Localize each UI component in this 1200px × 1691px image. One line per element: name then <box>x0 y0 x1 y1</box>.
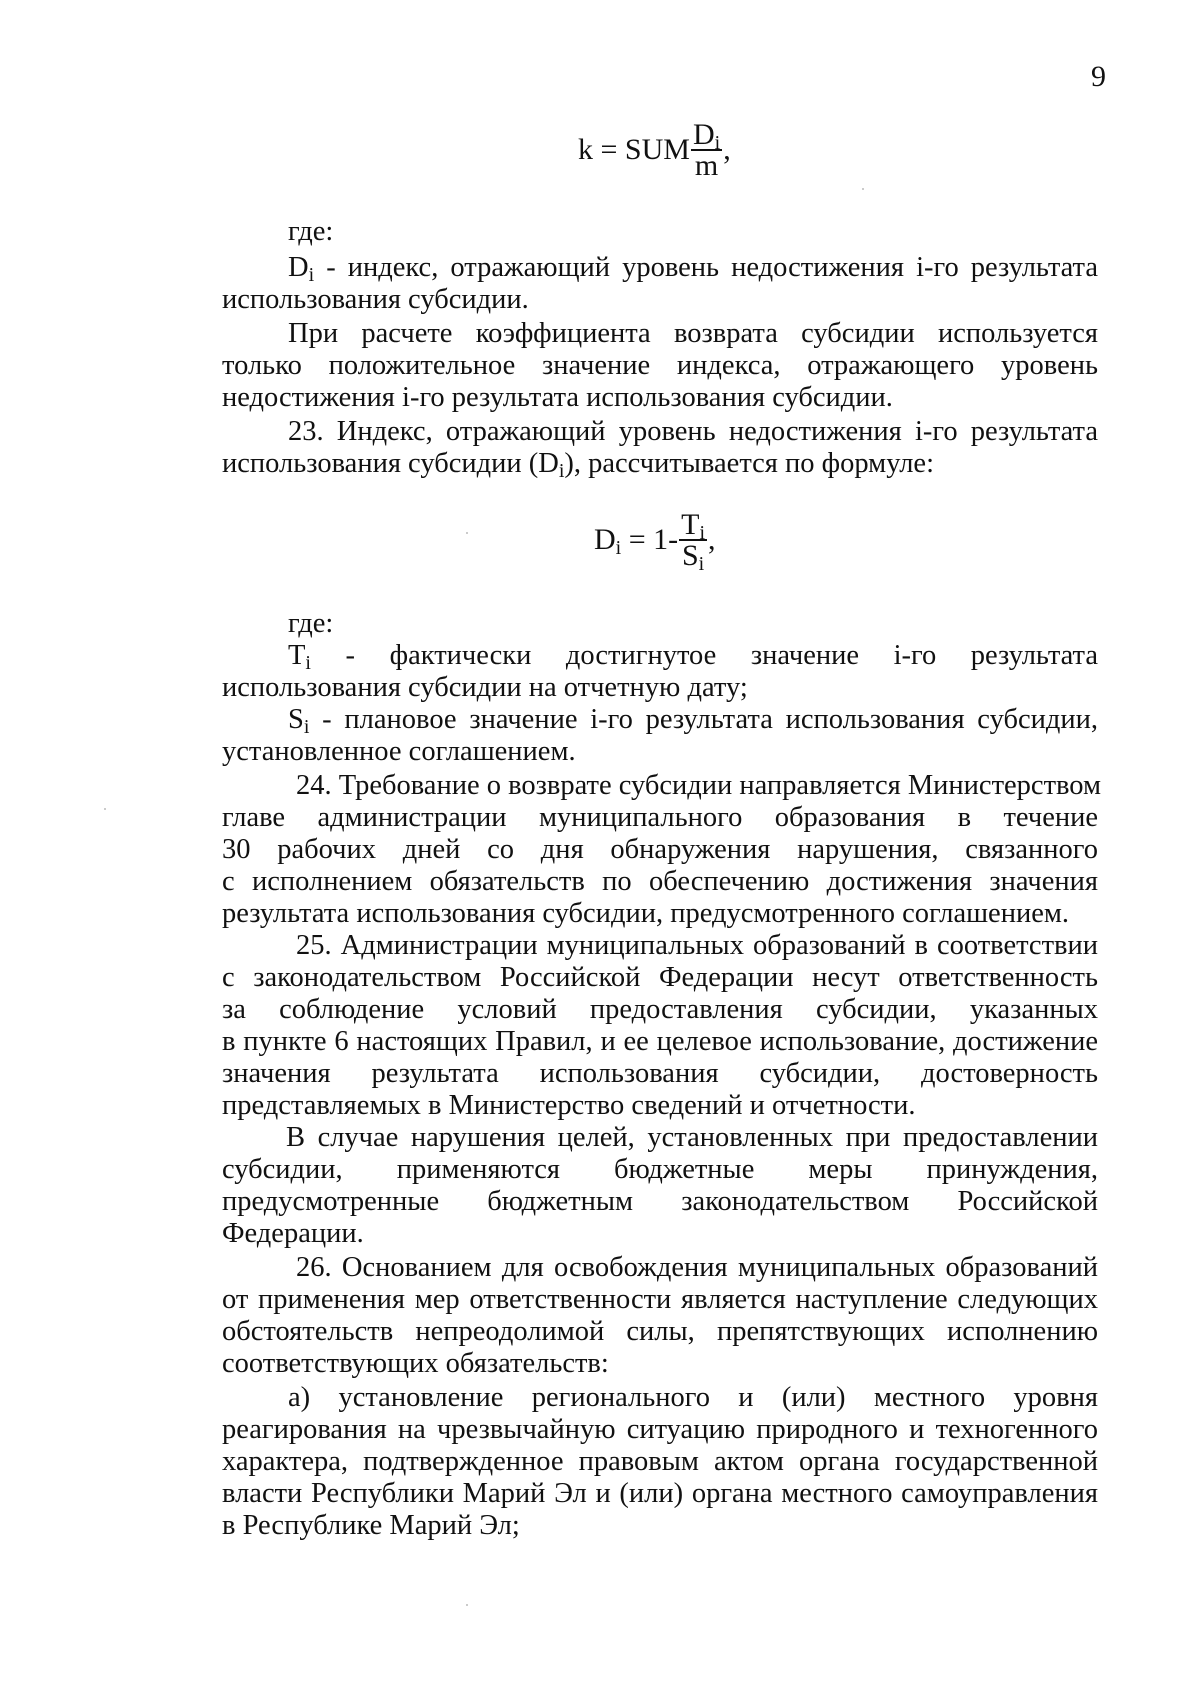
page-number: 9 <box>1091 60 1106 93</box>
p26a-line: в Республике Марий Эл; <box>222 1510 520 1541</box>
scan-speck <box>104 808 106 810</box>
p25-line: значения результата использования субсидии, достоверность <box>222 1058 1098 1089</box>
formula-k-numerator: $D_i$ <box>692 118 721 154</box>
calc-paragraph-line: недостижения i-го результата использования субсидии. <box>222 382 893 413</box>
p26a-line: реагирования на чрезвычайную ситуацию природного и техногенного <box>222 1414 1098 1445</box>
p25-line: представляемых в Министерство сведений и отчетности. <box>222 1090 916 1121</box>
violation-paragraph-line: субсидии, применяются бюджетные меры принуждения, <box>222 1154 1098 1185</box>
formula-k <box>578 120 731 181</box>
di-definition: $D_i$ - индекс, отражающий уровень недостижения i-го результата <box>288 252 1098 286</box>
p24-line: с исполнением обязательств по обеспечению достижения значения <box>222 866 1098 897</box>
p26-line: обстоятельств непреодолимой силы, препятствующих исполнению <box>222 1316 1098 1347</box>
formula-d <box>594 508 716 576</box>
p23-line: использования субсидии $(D_i)$, рассчитывается по формуле: <box>222 448 934 482</box>
ti-definition-cont: использования субсидии на отчетную дату; <box>222 672 748 703</box>
violation-paragraph-line: Федерации. <box>222 1218 364 1249</box>
di-definition-cont: использования субсидии. <box>222 284 529 315</box>
p25-line: 25. Администрации муниципальных образований в соответствии <box>296 930 1098 961</box>
formula-k-lhs: k = SUM <box>578 133 690 167</box>
scan-speck <box>466 532 468 534</box>
p26a-line: а) установление регионального и (или) местного уровня <box>288 1382 1098 1413</box>
p24-line: 30 рабочих дней со дня обнаружения нарушения, связанного <box>222 834 1098 865</box>
p24-line: главе администрации муниципального образования в течение <box>222 802 1098 833</box>
p25-line: в пункте 6 настоящих Правил, и ее целевое использование, достижение <box>222 1026 1098 1057</box>
formula-k-fraction <box>691 120 722 181</box>
formula-d-lhs: $D_i = 1-$ <box>594 523 679 560</box>
p24-line: 24. Требование о возврате субсидии направляется Министерством <box>296 770 1102 801</box>
calc-paragraph-line: только положительное значение индекса, отражающего уровень <box>222 350 1098 381</box>
formula-d-tail: , <box>708 523 716 557</box>
p26-line: 26. Основанием для освобождения муниципальных образований <box>296 1252 1098 1283</box>
formula-d-denominator: $S_i$ <box>681 539 705 576</box>
formula-k-denominator: m <box>694 149 719 183</box>
where-label-2: где: <box>288 608 334 639</box>
p26a-line: власти Республики Марий Эл и (или) органа местного самоуправления <box>222 1478 1098 1509</box>
ti-definition: $T_i$ - фактически достигнутое значение i-го результата <box>288 640 1098 674</box>
p23-line: 23. Индекс, отражающий уровень недостижения i-го результата <box>288 416 1098 447</box>
violation-paragraph-line: В случае нарушения целей, установленных при предоставлении <box>286 1122 1098 1153</box>
si-definition: $S_i$ - плановое значение i-го результата использования субсидии, <box>288 704 1098 738</box>
p25-line: за соблюдение условий предоставления субсидии, указанных <box>222 994 1098 1025</box>
scan-speck <box>862 188 864 190</box>
p24-line: результата использования субсидии, предусмотренного соглашением. <box>222 898 1070 929</box>
where-label-1: где: <box>288 216 334 247</box>
si-definition-cont: установленное соглашением. <box>222 736 576 767</box>
p26-line: от применения мер ответственности является наступление следующих <box>222 1284 1098 1315</box>
formula-d-numerator: $T_i$ <box>681 508 706 544</box>
p26a-line: характера, подтвержденное правовым актом органа государственной <box>222 1446 1098 1477</box>
calc-paragraph-line: При расчете коэффициента возврата субсидии используется <box>288 318 1098 349</box>
formula-k-tail: , <box>723 133 731 167</box>
scan-speck <box>466 1604 468 1606</box>
violation-paragraph-line: предусмотренные бюджетным законодательством Российской <box>222 1186 1098 1217</box>
p26-line: соответствующих обязательств: <box>222 1348 609 1379</box>
p25-line: с законодательством Российской Федерации несут ответственность <box>222 962 1098 993</box>
formula-d-fraction <box>679 508 707 576</box>
